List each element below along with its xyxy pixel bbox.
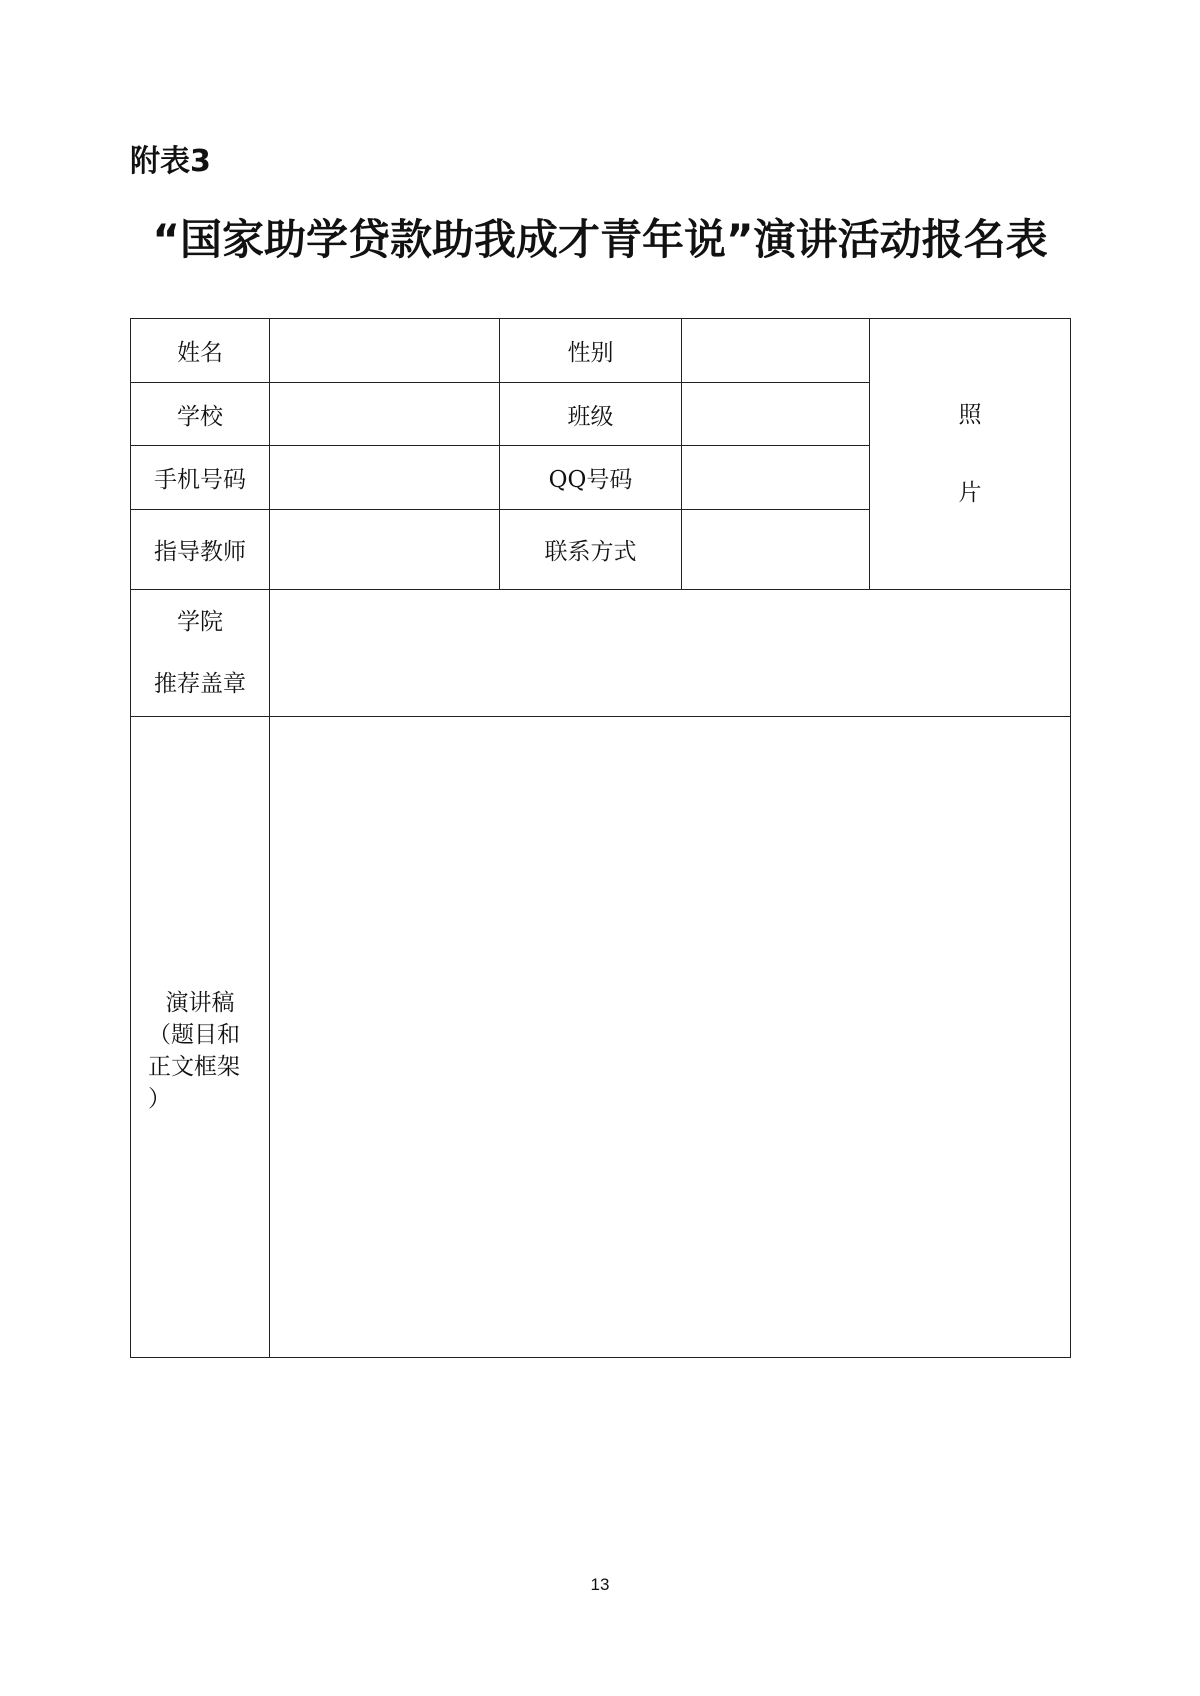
appendix-label: 附表3 xyxy=(130,144,211,179)
photo-label-line: 片 xyxy=(958,480,982,506)
speech-label-line: 正文框架 xyxy=(148,1054,240,1080)
field-speech xyxy=(270,717,1071,1358)
label-phone: 手机号码 xyxy=(131,446,270,510)
speech-label-line: 演讲稿 xyxy=(165,990,235,1016)
label-school: 学校 xyxy=(131,383,270,446)
label-advisor: 指导教师 xyxy=(131,510,270,590)
speech-label-lines xyxy=(131,959,269,1115)
registration-table xyxy=(130,318,1071,1358)
label-qq: QQ号码 xyxy=(500,446,682,510)
college-label-line: 学院 xyxy=(177,609,223,635)
speech-label-line: （题目和 xyxy=(148,1022,240,1048)
label-college-recommendation xyxy=(131,590,270,717)
form-title: “国家助学贷款助我成才青年说”演讲活动报名表 xyxy=(152,215,1048,264)
field-name xyxy=(270,319,500,383)
label-gender: 性别 xyxy=(500,319,682,383)
label-speech xyxy=(131,717,270,1358)
label-contact: 联系方式 xyxy=(500,510,682,590)
field-qq xyxy=(682,446,870,510)
field-class xyxy=(682,383,870,446)
label-class: 班级 xyxy=(500,383,682,446)
field-college-recommendation xyxy=(270,590,1071,717)
field-contact xyxy=(682,510,870,590)
field-school xyxy=(270,383,500,446)
field-phone xyxy=(270,446,500,510)
photo-label-line: 照 xyxy=(958,402,982,428)
speech-label-line: ） xyxy=(148,1086,171,1112)
field-advisor xyxy=(270,510,500,590)
label-name: 姓名 xyxy=(131,319,270,383)
photo-cell xyxy=(870,319,1071,590)
page-number: 13 xyxy=(590,1575,610,1594)
college-label-line: 推荐盖章 xyxy=(154,671,246,697)
field-gender xyxy=(682,319,870,383)
